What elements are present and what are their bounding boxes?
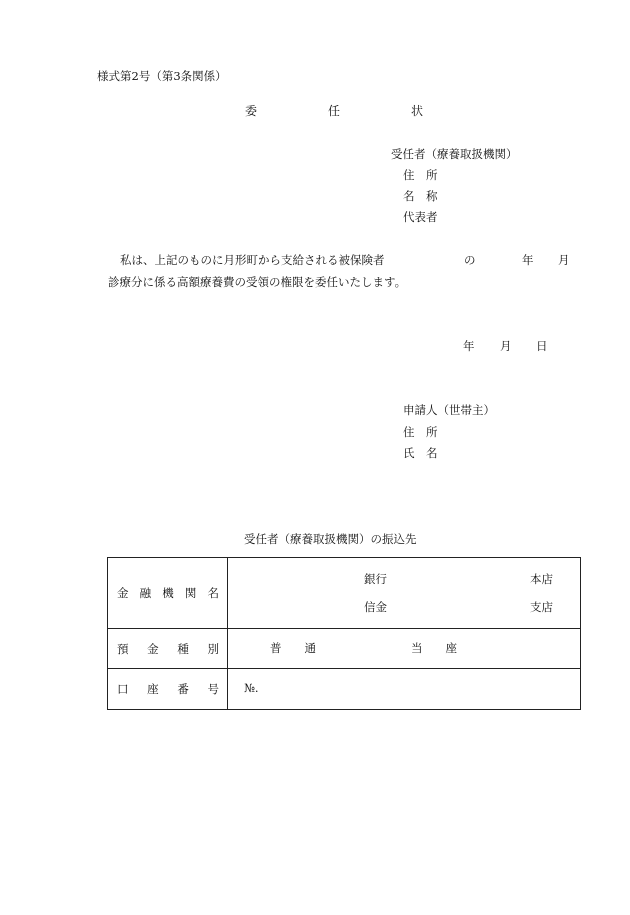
body-no: の: [464, 253, 476, 267]
deposit-toza[interactable]: 当 座: [411, 641, 457, 655]
transfer-table: [107, 557, 581, 710]
title-char-1: 委: [245, 104, 258, 118]
deposit-label-char: 預: [117, 641, 129, 656]
account-label-char: 座: [147, 682, 159, 696]
bank-name-cell[interactable]: [228, 558, 581, 629]
account-number-prefix: №.: [244, 681, 259, 695]
branch-type-branch: 支店: [530, 600, 553, 614]
bank-row: [108, 558, 581, 629]
proxy-name-label: 名 称: [403, 189, 438, 203]
applicant-address-label: 住 所: [403, 425, 438, 439]
body-line-1: 私は、上記のものに月形町から支給される被保険者: [120, 253, 385, 267]
account-number-cell[interactable]: [228, 669, 581, 710]
bank-label-char: 融: [139, 586, 152, 600]
bank-label-char: 関: [184, 586, 197, 600]
applicant-heading: 申請人（世帯主）: [403, 403, 495, 417]
applicant-name-label: 氏 名: [403, 446, 438, 460]
proxy-heading: 受任者（療養取扱機関）: [391, 147, 518, 161]
proxy-address-label: 住 所: [403, 168, 438, 182]
bank-label-char: 機: [162, 586, 174, 600]
title-char-2: 任: [328, 104, 341, 118]
bank-type-bank: 銀行: [364, 572, 387, 586]
deposit-type-cell[interactable]: [228, 629, 581, 669]
transfer-heading: 受任者（療養取扱機関）の振込先: [244, 532, 417, 546]
deposit-label-char: 種: [177, 641, 189, 656]
bank-type-shinkin: 信金: [364, 600, 387, 614]
account-row: [108, 669, 581, 710]
body-month: 月: [558, 253, 570, 267]
deposit-row: [108, 629, 581, 669]
date-month: 月: [500, 339, 512, 353]
body-line-2: 診療分に係る高額療養費の受領の権限を委任いたします。: [108, 275, 407, 289]
title-char-3: 状: [411, 104, 424, 118]
deposit-label-char: 金: [147, 641, 159, 656]
bank-label-char: 金: [117, 586, 129, 600]
account-label-char: 番: [177, 682, 189, 696]
account-label-cell: [108, 669, 228, 710]
date-year: 年: [463, 339, 475, 353]
branch-type-head-office: 本店: [530, 572, 553, 586]
account-label-char: 口: [117, 682, 129, 696]
date-day: 日: [536, 339, 548, 353]
deposit-label-char: 別: [207, 641, 219, 656]
bank-label-cell: [108, 558, 228, 629]
body-year: 年: [522, 253, 534, 267]
form-number: 様式第2号（第3条関係）: [97, 69, 227, 83]
deposit-futsu[interactable]: 普 通: [270, 641, 316, 655]
deposit-label-cell: [108, 629, 228, 669]
bank-label-char: 名: [207, 586, 219, 600]
account-label-char: 号: [207, 682, 219, 696]
proxy-representative-label: 代表者: [403, 210, 438, 224]
